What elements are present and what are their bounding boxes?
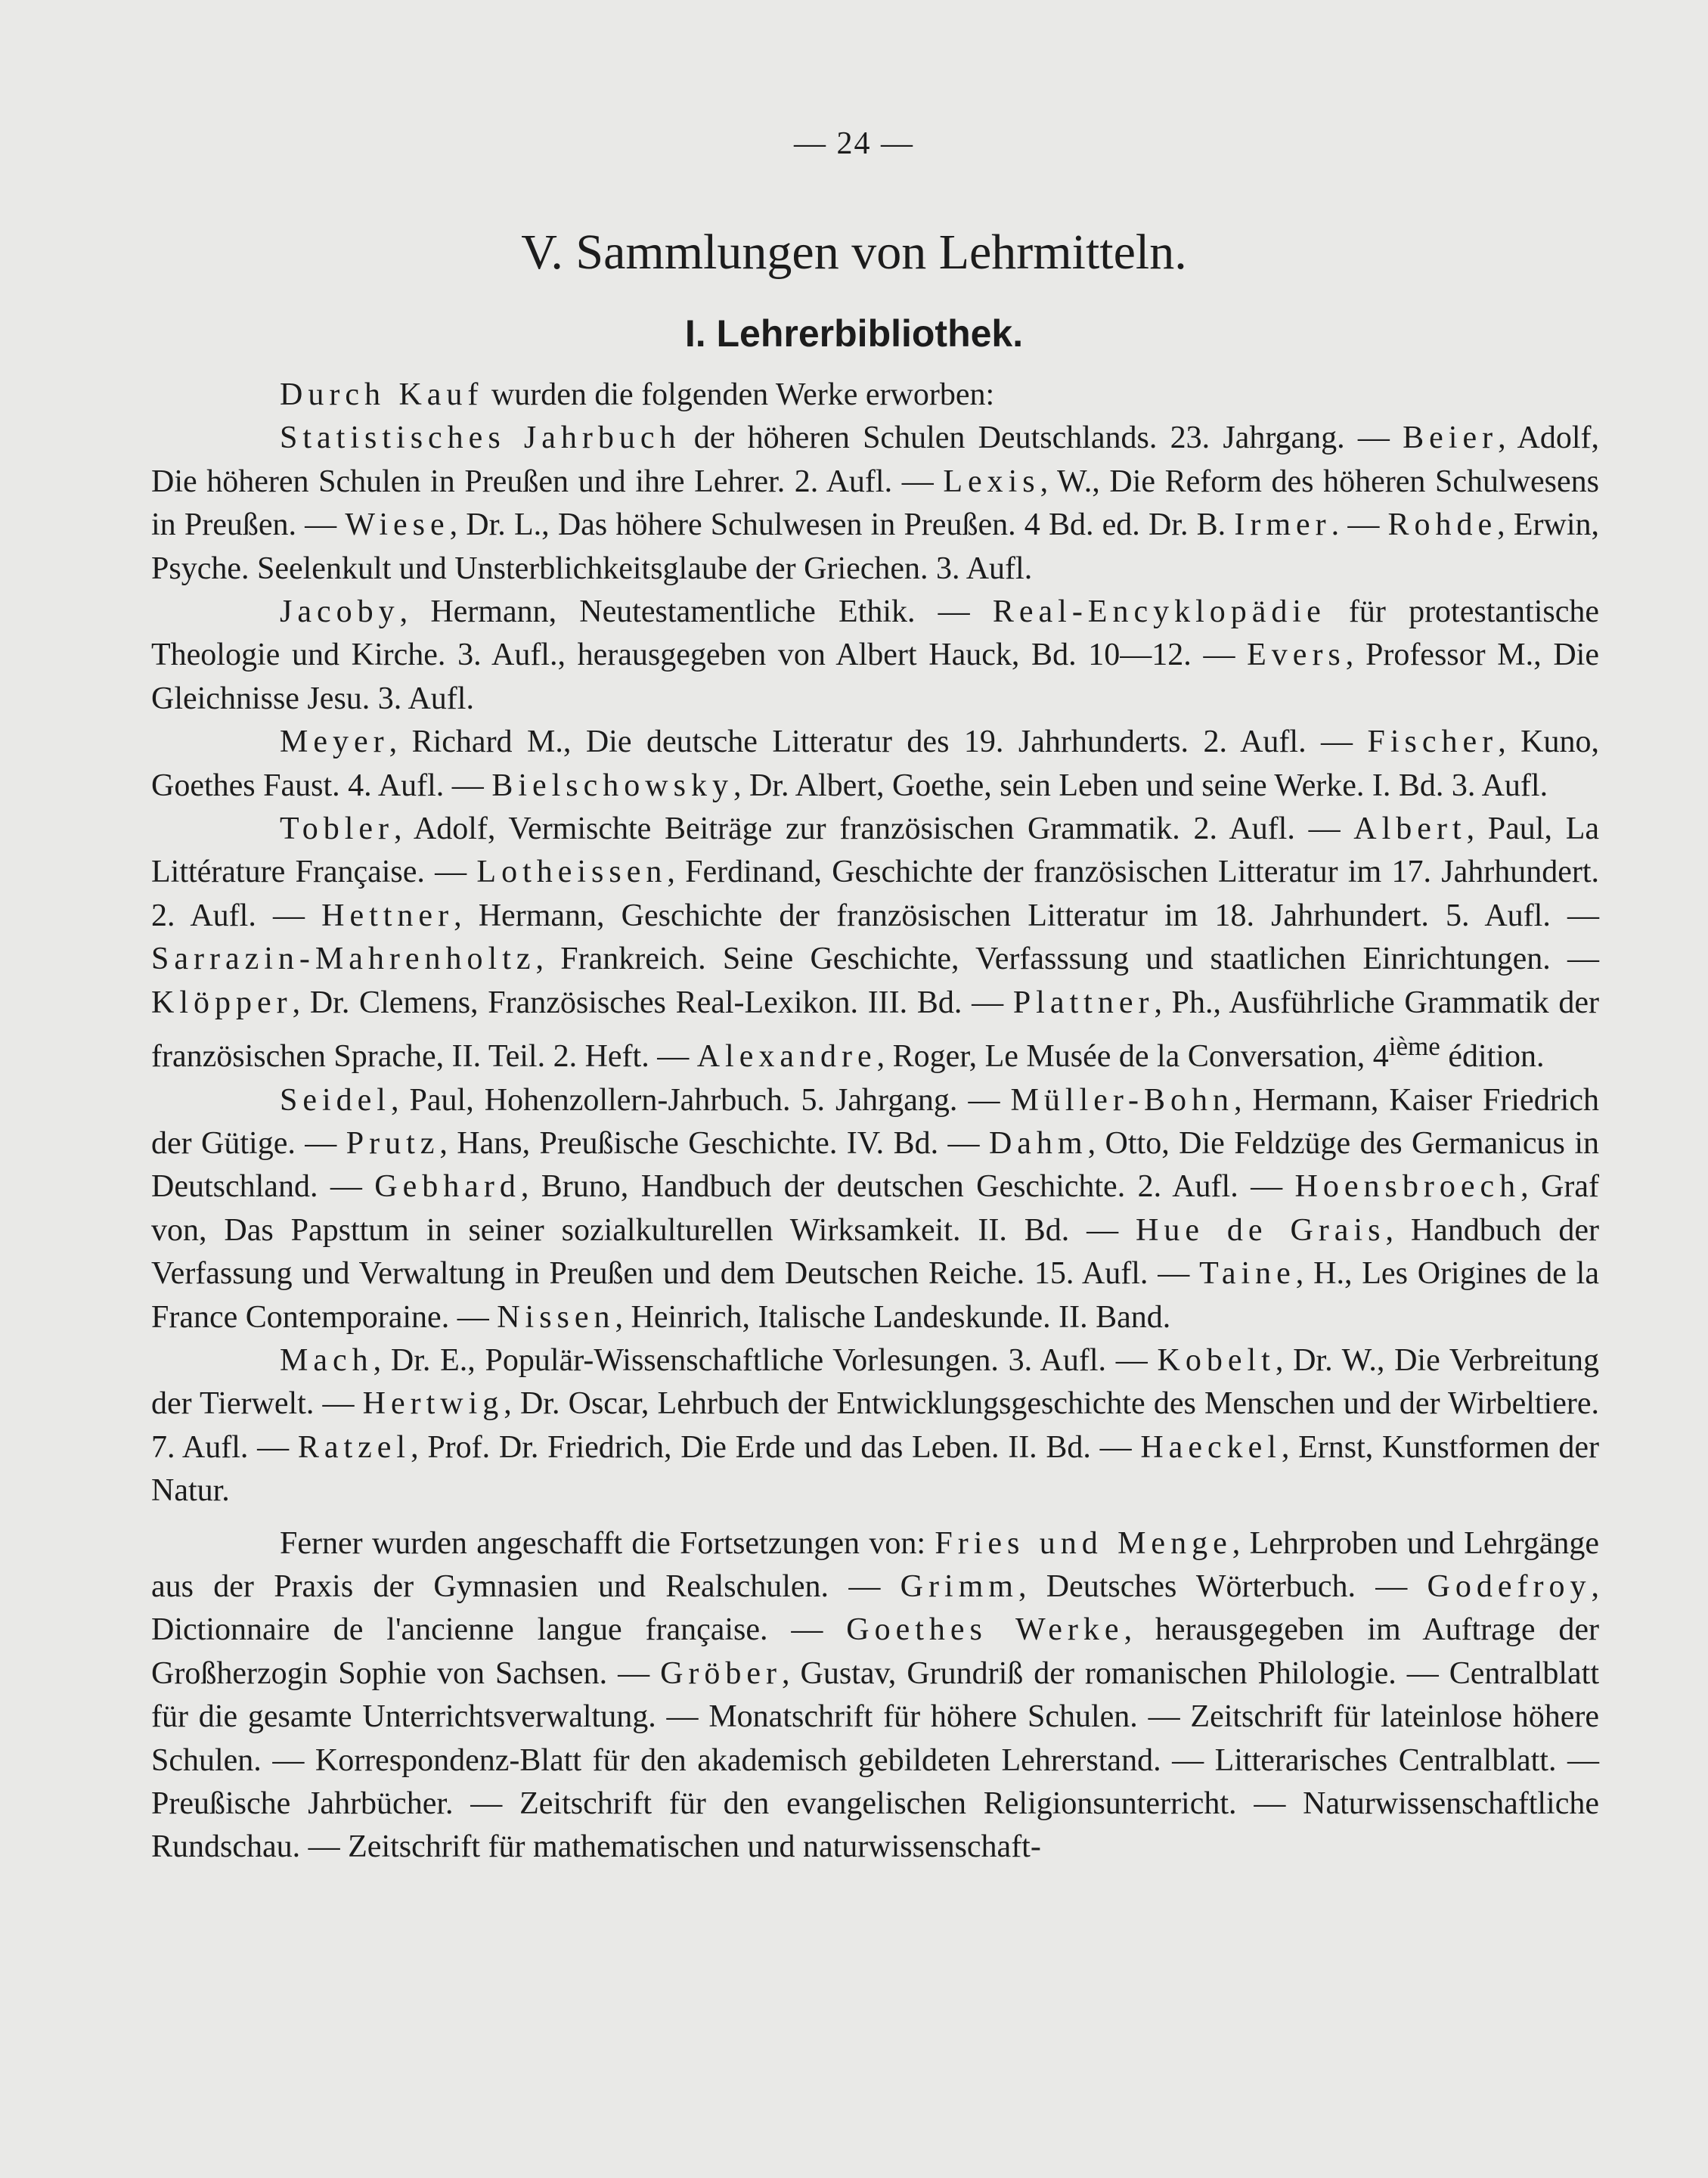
text-segment: , Gustav, Grundriß der romanischen Philologie. — Centralblatt für die gesamte Unterrichtsverwaltung. — Monatschrift für höhere Schulen. — Zeitschrift für lateinlose höhere Schulen. — Korrespondenz-Blatt für den akademisch gebildeten Lehrerstand. — Litterarisches Centralblatt. — Preußische Jahrbücher. — Zeitschrift für den evangelischen Religionsunterricht. — Naturwissenschaftliche Rundschau. — Zeitschrift für mathematischen und naturwissenschaft-: [151, 1655, 1599, 1865]
paragraph: [151, 1079, 1599, 1339]
author-name: Hertwig: [362, 1386, 504, 1422]
text-segment: , Dictionnaire de l'ancienne langue française. —: [151, 1568, 1599, 1648]
text-segment: , Paul, La Littérature Française. —: [151, 811, 1599, 890]
text-segment: der höheren Schulen Deutschlands. 23. Jahrgang. —: [680, 420, 1403, 456]
author-name: Mach: [280, 1342, 374, 1378]
text-segment: , Ferdinand, Geschichte der französischen Litteratur im 17. Jahrhundert. 2. Aufl. —: [151, 855, 1599, 933]
author-name: Nissen: [497, 1299, 615, 1335]
author-name: Tobler: [280, 811, 395, 847]
paragraph: [151, 591, 1599, 721]
text-segment: , Adolf, Vermischte Beiträge zur französischen Grammatik. 2. Aufl. —: [394, 811, 1354, 847]
author-name: Hettner: [321, 898, 454, 933]
text-segment: , herausgegeben im Auftrage der Großherzogin Sophie von Sachsen. —: [151, 1612, 1599, 1691]
author-name: Lotheissen: [476, 855, 668, 890]
text-segment: édition.: [1440, 1039, 1545, 1075]
text-segment: , Ph., Ausführliche Grammatik der französischen Sprache, II. Teil. 2. Heft. —: [151, 985, 1600, 1075]
text-segment: , Prof. Dr. Friedrich, Die Erde und das Leben. II. Bd. —: [411, 1429, 1141, 1465]
paragraph: [151, 374, 1599, 417]
text-segment: , Hermann, Neutestamentliche Ethik. —: [399, 594, 993, 630]
author-name: Alexandre: [696, 1039, 877, 1075]
text-segment: , Deutsches Wörterbuch. —: [1018, 1568, 1427, 1604]
author-name: Meyer: [280, 724, 389, 760]
author-name: Evers: [1247, 638, 1346, 673]
text-segment: , Dr. Clemens, Französisches Real-Lexikon. III. Bd. —: [292, 985, 1013, 1020]
text-segment: , Erwin, Psyche. Seelenkult und Unsterblichkeitsglaube der Griechen. 3. Aufl.: [151, 507, 1599, 586]
author-name: Gebhard: [374, 1169, 521, 1205]
text-segment: , Graf von, Das Papsttum in seiner sozialkulturellen Wirksamkeit. II. Bd. —: [151, 1169, 1599, 1248]
paragraph: [151, 721, 1599, 808]
author-name: Rohde: [1387, 507, 1498, 543]
author-name: Lexis: [943, 464, 1040, 499]
paragraph: [151, 417, 1599, 591]
text-segment: , Handbuch der Verfassung und Verwaltung in Preußen und dem Deutschen Reiche. 15. Aufl. —: [151, 1212, 1600, 1292]
author-name: Godefroy: [1427, 1568, 1592, 1604]
text-segment: , Dr. Oscar, Lehrbuch der Entwicklungsgeschichte des Menschen und der Wirbeltiere. 7. Aufl. —: [151, 1386, 1599, 1465]
text-segment: wurden die folgenden Werke erworben:: [483, 377, 995, 412]
author-name: Fischer: [1367, 724, 1499, 760]
text-segment: , W., Die Reform des höheren Schulwesens in Preußen. —: [151, 464, 1599, 543]
author-name: Wiese: [345, 507, 450, 543]
text-segment: , Adolf, Die höheren Schulen in Preußen und ihre Lehrer. 2. Aufl. —: [151, 420, 1599, 499]
text-segment: , Kuno, Goethes Faust. 4. Aufl. —: [151, 724, 1599, 803]
text-segment: für protestantische Theologie und Kirche. 3. Aufl., herausgegeben von Albert Hauck, Bd. 10—12. —: [151, 594, 1599, 673]
text-segment: , Professor M., Die Gleichnisse Jesu. 3. Aufl.: [151, 638, 1599, 716]
author-name: Goethes Werke: [846, 1612, 1124, 1648]
text-segment: , Hans, Preußische Geschichte. IV. Bd. —: [439, 1125, 989, 1161]
author-name: Gröber: [660, 1655, 783, 1691]
author-name: Real-Encyklopädie: [992, 594, 1326, 630]
author-name: Seidel: [280, 1082, 391, 1118]
author-name: Jacoby: [280, 594, 400, 630]
text-segment: , Frankreich. Seine Geschichte, Verfasssung und staatlichen Einrichtungen. —: [535, 942, 1599, 977]
text-segment: Ferner wurden angeschafft die Fortsetzungen von:: [280, 1525, 935, 1561]
author-name: Hoensbroech: [1294, 1169, 1521, 1205]
author-name: Durch Kauf: [280, 377, 484, 412]
text-segment: , Hermann, Geschichte der französischen Litteratur im 18. Jahrhundert. 5. Aufl. —: [454, 898, 1599, 933]
paragraph: [151, 1339, 1599, 1513]
author-name: Grimm: [900, 1568, 1018, 1604]
author-name: Hue de Grais: [1136, 1212, 1386, 1248]
author-name: Fries und Menge: [935, 1525, 1232, 1561]
text-segment: , Dr. Albert, Goethe, sein Leben und seine Werke. I. Bd. 3. Aufl.: [733, 768, 1548, 803]
section-title: V. Sammlungen von Lehrmitteln.: [521, 225, 1187, 280]
author-name: Beier: [1403, 420, 1499, 456]
author-name: Klöpper: [151, 985, 293, 1020]
text-segment: , Lehrproben und Lehrgänge aus der Praxis der Gymnasien und Realschulen. —: [151, 1525, 1599, 1604]
text-segment: , Hermann, Kaiser Friedrich der Gütige. —: [151, 1082, 1599, 1161]
text-segment: , Ernst, Kunstformen der Natur.: [151, 1429, 1599, 1509]
author-name: Bielschowsky: [491, 768, 733, 803]
author-name: Sarrazin-Mahrenholtz: [151, 942, 536, 977]
text-segment: , Heinrich, Italische Landeskunde. II. Band.: [615, 1299, 1171, 1335]
paragraph: [151, 1522, 1599, 1869]
author-name: Albert: [1353, 811, 1467, 847]
text-segment: , Bruno, Handbuch der deutschen Geschichte. 2. Aufl. —: [520, 1169, 1295, 1205]
author-name: Statistisches Jahrbuch: [280, 420, 681, 456]
body-text: [151, 374, 1599, 1869]
author-name: Taine: [1199, 1256, 1296, 1292]
author-name: Dahm: [988, 1125, 1088, 1161]
page-number: — 24 —: [794, 126, 914, 161]
author-name: Haeckel: [1140, 1429, 1282, 1465]
text-segment: , Roger, Le Musée de la Conversation, 4: [876, 1039, 1389, 1075]
author-name: Ratzel: [297, 1429, 411, 1465]
subsection-title: I. Lehrerbibliothek.: [684, 312, 1024, 355]
text-segment: ième: [1388, 1032, 1440, 1062]
text-segment: , Richard M., Die deutsche Litteratur des 19. Jahrhunderts. 2. Aufl. —: [389, 724, 1368, 760]
author-name: Plattner: [1012, 985, 1155, 1020]
author-name: Müller-Bohn: [1010, 1082, 1234, 1118]
author-name: Prutz: [346, 1125, 440, 1161]
text-segment: . —: [1331, 507, 1388, 543]
text-segment: , H., Les Origines de la France Contemporaine. —: [151, 1256, 1599, 1335]
text-segment: , Dr. L., Das höhere Schulwesen in Preußen. 4 Bd. ed. Dr. B.: [449, 507, 1235, 543]
text-segment: , Dr. E., Populär-Wissenschaftliche Vorlesungen. 3. Aufl. —: [373, 1342, 1158, 1378]
author-name: Kobelt: [1157, 1342, 1276, 1378]
text-segment: , Otto, Die Feldzüge des Germanicus in Deutschland. —: [151, 1125, 1599, 1205]
text-segment: , Paul, Hohenzollern-Jahrbuch. 5. Jahrgang. —: [390, 1082, 1011, 1118]
text-segment: , Dr. W., Die Verbreitung der Tierwelt. —: [151, 1342, 1599, 1422]
author-name: Irmer: [1234, 507, 1331, 543]
paragraph: [151, 808, 1599, 1078]
